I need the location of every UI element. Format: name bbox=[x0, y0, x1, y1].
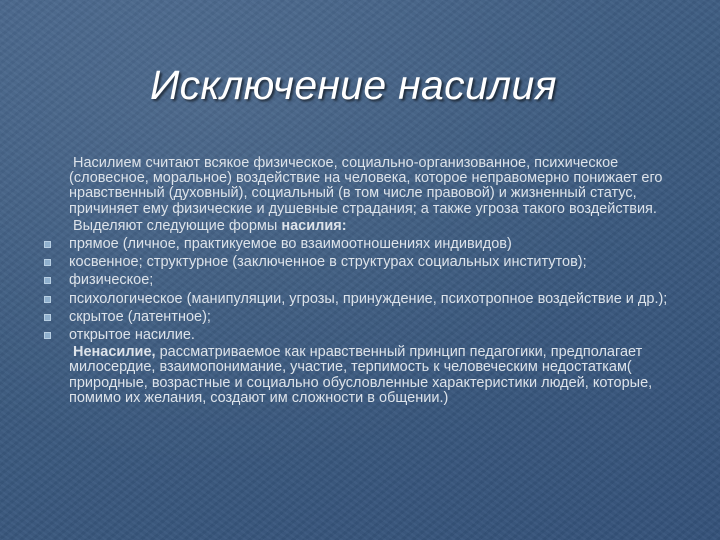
forms-lead-bold: насилия: bbox=[281, 217, 347, 234]
slide-body bbox=[44, 156, 684, 406]
list-item bbox=[44, 237, 684, 252]
violence-definition-text: Насилием считают всякое физическое, социально-организованное, психическое (словесное, моральное) воздействие на человека, которое неправомерно понижает его нравственный (духовный), социальный (в том числе правовой) и жизненный статус, причиняет ему физические и душевные страдания; а также угроза такого воздействия. bbox=[69, 155, 663, 217]
list-item bbox=[44, 310, 684, 325]
list-item-text: открытое насилие. bbox=[69, 327, 195, 344]
list-item-text: физическое; bbox=[69, 272, 154, 289]
square-bullet-icon bbox=[44, 314, 51, 321]
list-item bbox=[44, 328, 684, 343]
nonviolence-paragraph bbox=[44, 345, 684, 406]
list-item bbox=[44, 255, 684, 270]
list-item-text: психологическое (манипуляции, угрозы, принуждение, психотропное воздействие и др.); bbox=[69, 290, 668, 307]
square-bullet-icon bbox=[44, 241, 51, 248]
list-item-text: скрытое (латентное); bbox=[69, 308, 211, 325]
nonviolence-term: Ненасилие, bbox=[73, 344, 156, 361]
list-item bbox=[44, 273, 684, 288]
list-item-text: прямое (личное, практикуемое во взаимоотношениях индивидов) bbox=[69, 236, 512, 253]
nonviolence-text: рассматриваемое как нравственный принцип педагогики, предполагает милосердие, взаимопонимание, участие, терпимость к человеческим недостаткам( природные, возрастные и социально обусловленные характеристики людей, которые, помимо их желания, создают им сложности в общении.) bbox=[69, 344, 653, 406]
forms-lead-text: Выделяют следующие формы bbox=[73, 217, 282, 234]
list-item bbox=[44, 292, 684, 307]
square-bullet-icon bbox=[44, 332, 51, 339]
square-bullet-icon bbox=[44, 296, 51, 303]
slide-title: Исключение насилия bbox=[150, 62, 557, 108]
violence-definition bbox=[44, 156, 684, 217]
square-bullet-icon bbox=[44, 277, 51, 284]
list-item-text: косвенное; структурное (заключенное в структурах социальных институтов); bbox=[69, 254, 587, 271]
forms-lead bbox=[44, 219, 684, 234]
square-bullet-icon bbox=[44, 259, 51, 266]
